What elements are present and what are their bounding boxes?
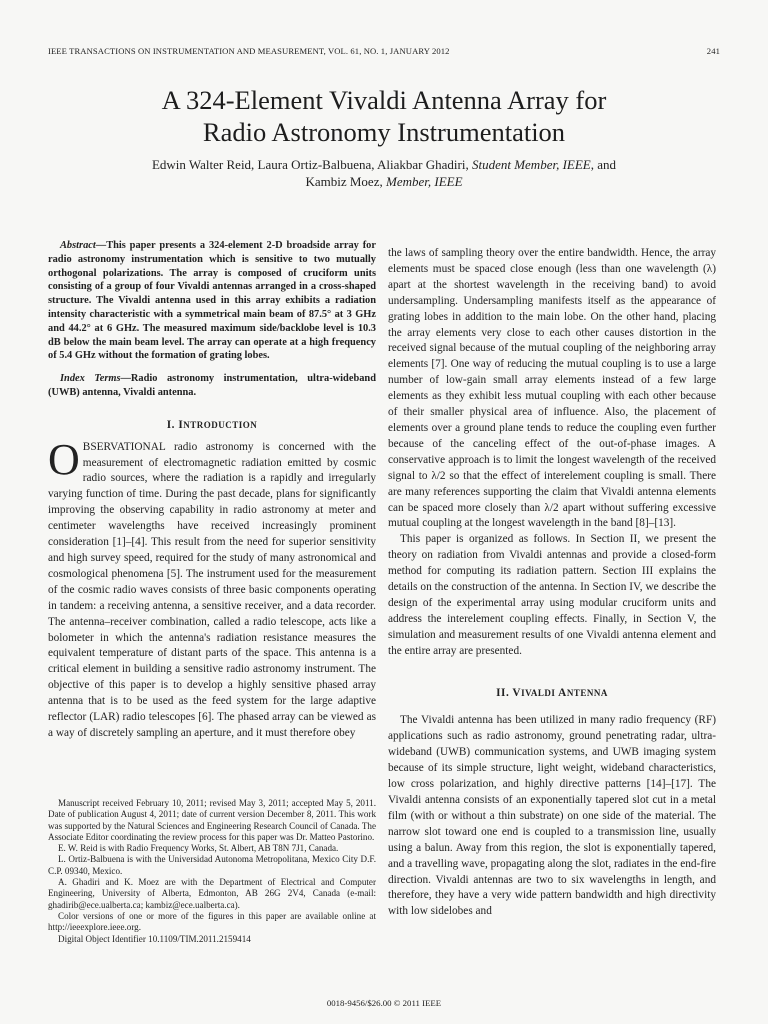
title-line-2: Radio Astronomy Instrumentation — [202, 117, 566, 147]
right-column — [388, 246, 716, 920]
index-terms-label: Index Terms — [60, 373, 121, 385]
footnote: Manuscript received February 10, 2011; revised May 3, 2011; accepted May 5, 2011. Date of publication August 4, 2011; date of current version December 8, 2011. This work was supported by the Natural Sciences and Engineering Research Council of Canada. The Associate Editor coordinating the review process for this paper was Dr. Matteo Pastorino. — [48, 798, 376, 842]
footnotes — [48, 798, 376, 945]
author-line-1 — [60, 156, 708, 173]
author-tail-1: , and — [590, 157, 617, 172]
intro-paragraph-1 — [48, 434, 376, 742]
abstract-label: Abstract — [60, 240, 96, 251]
section-heading-vivaldi: II. VIVALDI ANTENNA — [496, 686, 608, 699]
dropcap-letter: O — [48, 434, 80, 484]
paper-title — [0, 84, 768, 148]
title-line-1: A 324-Element Vivaldi Antenna Array for — [161, 85, 607, 115]
journal-name: IEEE TRANSACTIONS ON INSTRUMENTATION AND MEASUREMENT, VOL. 61, NO. 1, JANUARY 2012 — [48, 46, 450, 56]
abstract — [48, 239, 376, 363]
abstract-text: —This paper presents a 324-element 2-D broadside array for radio astronomy instrumentation which is sensitive to two mutually orthogonal polarizations. The array is composed of cruciform units consisting of a group of four Vivaldi antennas arranged in a cross-shaped structure. The Vivaldi antenna used in this array exhibits a radiation intensity characteristic with a symmetrical main beam of 87.5° at 3 GHz and 44.2° at 6 GHz. The measured maximum side/backlobe level is 10.3 dB below the main beam level. The array can operate at a high frequency of 5.4 GHz without the formation of grating lobes. — [48, 240, 376, 362]
index-terms-text: —Radio astronomy instrumentation, ultra-wideband (UWB) antenna, Vivaldi antenna. — [48, 373, 376, 398]
footnote: E. W. Reid is with Radio Frequency Works, St. Albert, AB T8N 7J1, Canada. — [58, 843, 339, 854]
intro-lead-word: BSERVATIONAL — [82, 440, 166, 453]
page-number: 241 — [706, 46, 720, 56]
footnote: Color versions of one or more of the figures in this paper are available online at http://ieeexplore.ieee.org. — [48, 910, 376, 933]
author-line-2 — [60, 173, 708, 190]
section-heading-introduction: I. INTRODUCTION — [166, 418, 258, 431]
footnote: L. Ortiz-Balbuena is with the Universidad Autonoma Metropolitana, Mexico City D.F. C.P. 09340, Mexico. — [48, 854, 376, 876]
author-names-1: Edwin Walter Reid, Laura Ortiz-Balbuena, Aliakbar Ghadiri, — [151, 157, 472, 172]
copyright-footer: 0018-9456/$26.00 © 2011 IEEE — [326, 998, 442, 1008]
author-list — [60, 156, 708, 190]
footnote: A. Ghadiri and K. Moez are with the Department of Electrical and Computer Engineering, University of Alberta, Edmonton, AB 26G 2V4, Canada (e-mail: ghadirib@ece.ualberta.ca; kambiz@ece.ualberta.ca). — [48, 877, 376, 910]
author-role-1: Student Member, IEEE — [471, 157, 591, 172]
footnote: Digital Object Identifier 10.1109/TIM.2011.2159414 — [58, 933, 251, 944]
running-head — [48, 46, 720, 56]
intro-paragraph-1-continued: the laws of sampling theory over the entire bandwidth. Hence, the array elements must be spaced close enough (less than one wavelength (λ) apart at the shortest wavelength in the receiving band) to avoid undersampling. Undersampling manifests itself as the appearance of grating lobes in addition to the main lobe. On the other hand, placing the array elements very close to each other causes distortion in the received signal because of the mutual coupling of the neighboring array elements [7]. One way of reducing the mutual coupling is to use a large number of low-gain small array elements instead of a few large elements as they exhibit less mutual coupling with each other because of their smaller physical area of influence. Also, the placement of elements over a ground plane tends to reduce the coupling even further because of the canceling effect of the out-of-phase images. A conservative approach is to limit the longest wavelength of the received signal to λ/2 so that the effect of interelement coupling is small. There are many references supporting the claim that Vivaldi antenna elements can be spaced more closely than λ/2 apart without suffering excessive mutual coupling at the longest wavelength in the band [8]–[13]. — [388, 247, 716, 530]
author-names-2: Kambiz Moez, — [305, 174, 386, 189]
intro-text: radio astronomy is concerned with the measurement of electromagnetic radiation emitted by cosmic radio sources, where the radiation is a rapidly and irregularly varying function of time. During the past decade, plans for significantly improving the observing capability in radio astronomy at meter and centimeter wavelengths have received increasingly prominent consideration [1]–[4]. This result from the need for superior sensitivity and high survey speed, required for the study of many astronomical and cosmological phenomena [5]. The instrument used for the measurement of the cosmic radio waves consists of three basic components operating in tandem: a receiving antenna, a sensitive receiver, and a data recorder. The antenna–receiver combination, called a radio telescope, acts like a bolometer in which the antenna's radiation resistance measures the equivalent temperature of distant parts of the space. This antenna is a critical element in building a sensitive radio astronomy instrument. The objective of this paper is to develop a highly sensitive phased array antenna that is to be used as the feed system for the large adaptive reflector (LAR) radio telescopes [6]. The phased array can be viewed as a way of discretely sampling an aperture, and it must therefore obey — [48, 440, 376, 739]
vivaldi-paragraph-1: The Vivaldi antenna has been utilized in many radio frequency (RF) applications such as radio astronomy, ground penetrating radar, ultra-wideband (UWB) communication systems, and UWB imaging system because of its simple structure, light weight, wideband characteristics, low cross polarization, and highly directive patterns [14]–[17]. The Vivaldi antenna consists of an exponentially tapered slot cut in a metal film (with or without a thin substrate) on one side of the material. The narrow slot toward one end is coupled to a transmission line, usually using a balun. Away from this region, the slot is exponentially tapered, and a travelling wave, propagating along the slot, radiates in the end-fire direction. Vivaldi antennas are two to six wavelengths in length, and therefore, they have a very wide pattern bandwidth and high directivity with low sidelobes and — [388, 714, 716, 918]
author-role-2: Member, IEEE — [385, 174, 463, 189]
left-column — [48, 239, 376, 742]
index-terms — [48, 372, 376, 400]
intro-paragraph-2: This paper is organized as follows. In Section II, we present the theory on radiation from Vivaldi antennas and provide a closed-form method for computing its radiation pattern. Section III explains the details on the construction of the antenna. In Section IV, we describe the design of the experimental array using modular cruciform units and address the interelement coupling effects. Finally, in Section V, the simulation and measurement results of one Vivaldi antenna element and the entire array are presented. — [388, 533, 716, 657]
